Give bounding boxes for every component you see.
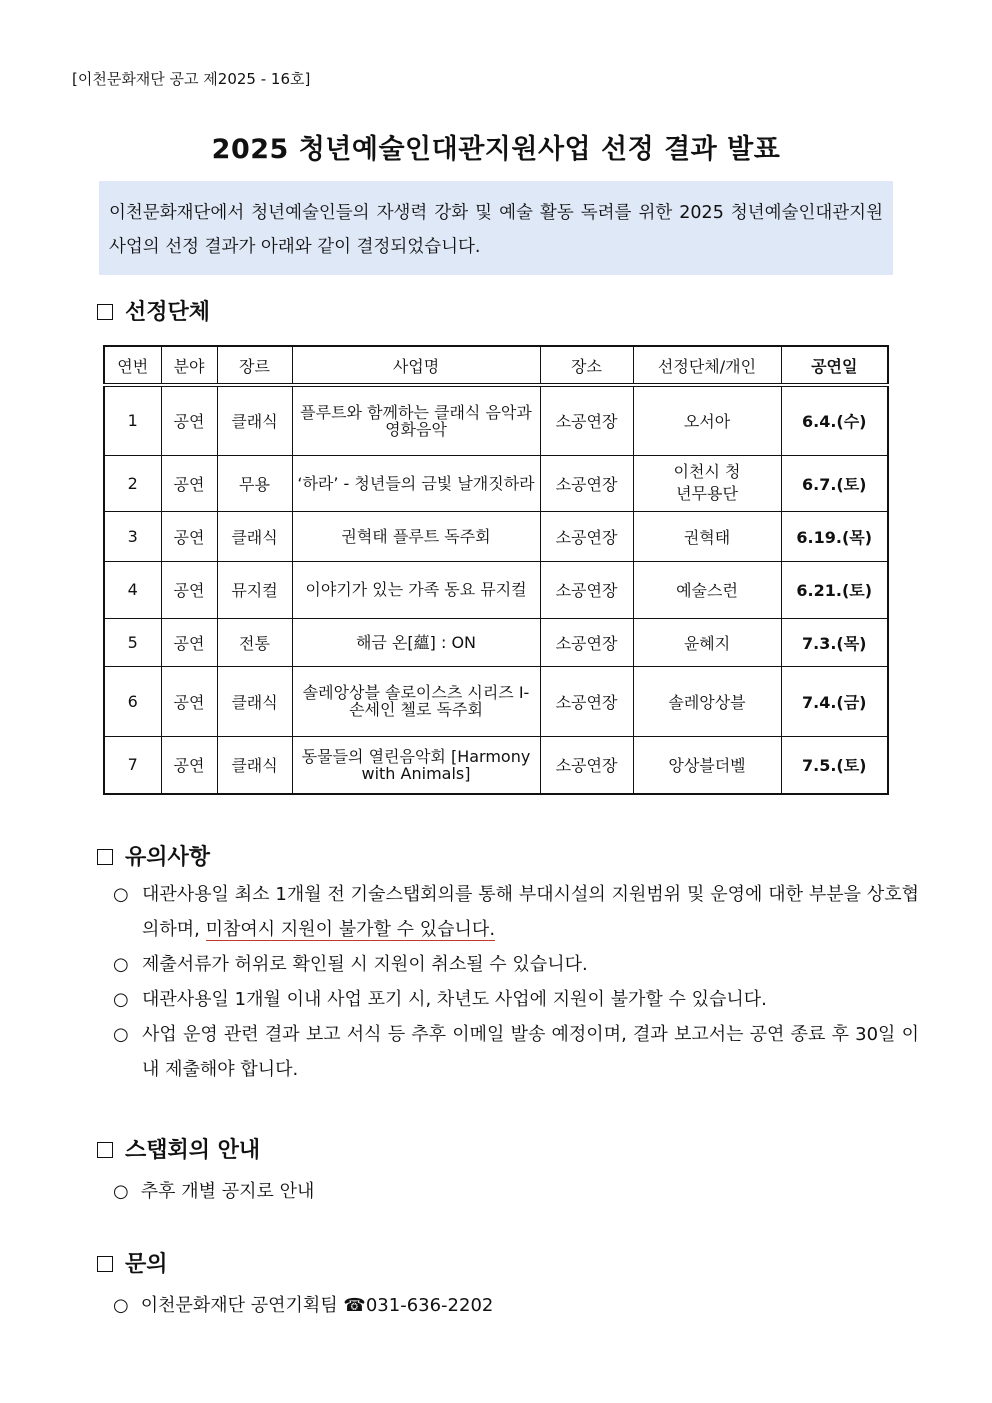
cell-field: 공연 <box>161 666 217 736</box>
cell-venue: 소공연장 <box>540 561 633 618</box>
section-contact-heading <box>97 1247 168 1278</box>
checkbox-square-icon <box>97 1256 113 1272</box>
table-row <box>104 385 888 455</box>
cell-name: 권혁태 플루트 독주회 <box>292 511 540 561</box>
meeting-text: 추후 개별 공지로 안내 <box>140 1181 315 1202</box>
note-item <box>113 982 919 1017</box>
circle-bullet-icon: ○ <box>113 989 129 1010</box>
page-title: 2025 청년예술인대관지원사업 선정 결과 발표 <box>211 134 781 165</box>
cell-genre: 무용 <box>217 455 292 511</box>
table-row <box>104 736 888 794</box>
cell-date: 6.21.(토) <box>781 561 888 618</box>
cell-name: ‘하라’ - 청년들의 금빛 날개짓하라 <box>292 455 540 511</box>
cell-genre: 뮤지컬 <box>217 561 292 618</box>
cell-genre: 클래식 <box>217 511 292 561</box>
cell-name: 동물들의 열린음악회 [Harmony with Animals] <box>292 736 540 794</box>
cell-group: 권혁태 <box>633 511 781 561</box>
note-2-text: 제출서류가 허위로 확인될 시 지원이 취소될 수 있습니다. <box>142 954 588 975</box>
cell-no: 1 <box>104 385 161 455</box>
section-selected-label: 선정단체 <box>125 300 211 325</box>
cell-no: 3 <box>104 511 161 561</box>
contact-line <box>113 1291 493 1317</box>
cell-date: 6.7.(토) <box>781 455 888 511</box>
checkbox-square-icon <box>97 849 113 865</box>
header-field: 분야 <box>161 346 217 385</box>
cell-genre: 클래식 <box>217 666 292 736</box>
circle-bullet-icon: ○ <box>113 954 129 975</box>
header-genre: 장르 <box>217 346 292 385</box>
cell-date: 7.5.(토) <box>781 736 888 794</box>
cell-venue: 소공연장 <box>540 511 633 561</box>
intro-box: 이천문화재단에서 청년예술인들의 자생력 강화 및 예술 활동 독려를 위한 2025 청년예술인대관지원사업의 선정 결과가 아래와 같이 결정되었습니다. <box>99 181 893 275</box>
cell-no: 7 <box>104 736 161 794</box>
cell-venue: 소공연장 <box>540 385 633 455</box>
note-item <box>113 877 919 947</box>
cell-group: 예술스런 <box>633 561 781 618</box>
header-date: 공연일 <box>781 346 888 385</box>
cell-group: 앙상블더벨 <box>633 736 781 794</box>
note-item <box>113 947 919 982</box>
cell-genre: 클래식 <box>217 736 292 794</box>
checkbox-square-icon <box>97 304 113 320</box>
note-1-text: 대관사용일 최소 1개월 전 기술스탭회의를 통해 부대시설의 지원범위 및 운영에 대한 부분을 상호협의하며, <box>142 884 919 940</box>
table-row <box>104 666 888 736</box>
section-selected-heading <box>97 295 210 326</box>
note-4-text: 사업 운영 관련 결과 보고 서식 등 추후 이메일 발송 예정이며, 결과 보고서는 공연 종료 후 30일 이내 제출해야 합니다. <box>142 1024 919 1080</box>
table-row <box>104 455 888 511</box>
cell-no: 2 <box>104 455 161 511</box>
checkbox-square-icon <box>97 1142 113 1158</box>
section-meeting-label: 스탭회의 안내 <box>125 1138 261 1163</box>
cell-genre: 전통 <box>217 618 292 666</box>
cell-group: 윤혜지 <box>633 618 781 666</box>
circle-bullet-icon: ○ <box>113 1295 129 1316</box>
cell-date: 7.4.(금) <box>781 666 888 736</box>
header-name: 사업명 <box>292 346 540 385</box>
cell-group: 솔레앙상블 <box>633 666 781 736</box>
table-row <box>104 561 888 618</box>
cell-field: 공연 <box>161 385 217 455</box>
cell-genre: 클래식 <box>217 385 292 455</box>
cell-field: 공연 <box>161 736 217 794</box>
header-venue: 장소 <box>540 346 633 385</box>
circle-bullet-icon: ○ <box>113 884 129 905</box>
cell-venue: 소공연장 <box>540 455 633 511</box>
cell-venue: 소공연장 <box>540 618 633 666</box>
cell-name: 이야기가 있는 가족 동요 뮤지컬 <box>292 561 540 618</box>
cell-field: 공연 <box>161 455 217 511</box>
cell-date: 7.3.(목) <box>781 618 888 666</box>
header-no: 연번 <box>104 346 161 385</box>
cell-no: 4 <box>104 561 161 618</box>
note-item <box>113 1017 919 1087</box>
circle-bullet-icon: ○ <box>113 1181 129 1202</box>
cell-date: 6.4.(수) <box>781 385 888 455</box>
header-group: 선정단체/개인 <box>633 346 781 385</box>
section-meeting-heading <box>97 1133 260 1164</box>
notice-number: [이천문화재단 공고 제2025 - 16호] <box>72 70 311 88</box>
cell-group: 이천시 청년무용단 <box>633 455 781 511</box>
cell-name: 플루트와 함께하는 클래식 음악과 영화음악 <box>292 385 540 455</box>
table-row <box>104 618 888 666</box>
cell-venue: 소공연장 <box>540 736 633 794</box>
cell-venue: 소공연장 <box>540 666 633 736</box>
cell-no: 5 <box>104 618 161 666</box>
selection-table <box>103 345 889 795</box>
circle-bullet-icon: ○ <box>113 1024 129 1045</box>
section-notes-heading <box>97 840 210 871</box>
cell-field: 공연 <box>161 511 217 561</box>
cell-no: 6 <box>104 666 161 736</box>
section-notes-label: 유의사항 <box>125 845 211 870</box>
meeting-line <box>113 1177 314 1203</box>
cell-field: 공연 <box>161 618 217 666</box>
contact-text: 이천문화재단 공연기획팀 ☎031-636-2202 <box>140 1295 494 1316</box>
cell-date: 6.19.(목) <box>781 511 888 561</box>
table-header-row <box>104 346 888 385</box>
table-row <box>104 511 888 561</box>
section-contact-label: 문의 <box>125 1252 168 1277</box>
cell-group: 오서아 <box>633 385 781 455</box>
cell-name: 솔레앙상블 솔로이스츠 시리즈 Ⅰ- 손세인 첼로 독주회 <box>292 666 540 736</box>
note-3-text: 대관사용일 1개월 이내 사업 포기 시, 차년도 사업에 지원이 불가할 수 있습니다. <box>142 989 767 1010</box>
notes-list <box>113 877 919 1087</box>
cell-name: 해금 온[蘊] : ON <box>292 618 540 666</box>
note-1-emphasis: 미참여시 지원이 불가할 수 있습니다. <box>205 919 496 940</box>
cell-field: 공연 <box>161 561 217 618</box>
